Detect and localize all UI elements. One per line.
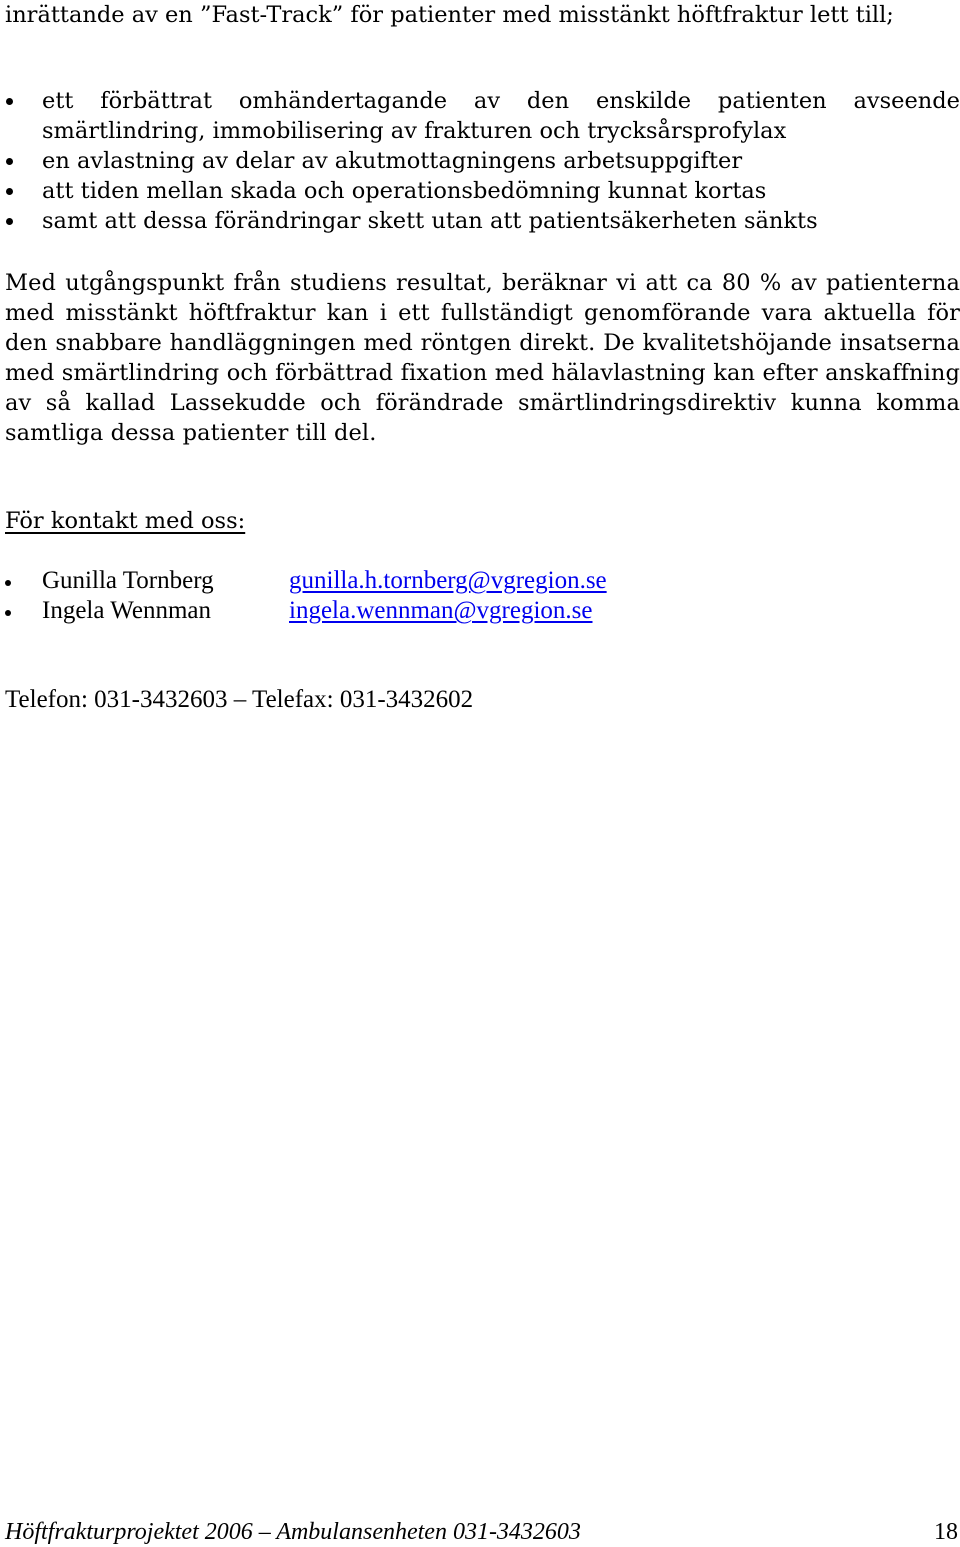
list-item <box>0 146 960 176</box>
list-item <box>0 206 960 236</box>
contact-heading: För kontakt med oss: <box>5 508 246 534</box>
page-footer <box>0 1517 960 1547</box>
outcomes-list <box>0 86 960 236</box>
contact-email-link[interactable]: gunilla.h.tornberg@vgregion.se <box>289 567 607 594</box>
contact-email-link[interactable]: ingela.wennman@vgregion.se <box>289 597 593 624</box>
bullet-icon <box>5 610 11 616</box>
bullet-icon <box>6 218 13 225</box>
list-item-text: samt att dessa förändringar skett utan att patientsäkerheten sänkts <box>42 208 818 234</box>
list-item <box>0 176 960 206</box>
contact-name: Gunilla Tornberg <box>42 567 214 594</box>
list-item <box>0 86 960 146</box>
bullet-icon <box>6 98 13 105</box>
list-item-text: en avlastning av delar av akutmottagningens arbetsuppgifter <box>42 148 743 174</box>
contact-name: Ingela Wennman <box>42 597 211 624</box>
page-number: 18 <box>934 1519 958 1545</box>
list-item-text: ett förbättrat omhändertagande av den enskilde patienten avseende smärtlindring, immobilisering av frakturen och trycksårsprofylax <box>42 88 960 144</box>
list-item-text: att tiden mellan skada och operationsbedömning kunnat kortas <box>42 178 767 204</box>
bullet-icon <box>6 158 13 165</box>
results-paragraph: Med utgångspunkt från studiens resultat, beräknar vi att ca 80 % av patienterna med misstänkt höftfraktur kan i ett fullständigt genomförande vara aktuella för den snabbare handläggningen med röntgen direkt. De kvalitetshöjande insatserna med smärtlindring och förbättrad fixation med hälavlastning kan efter anskaffning av så kallad Lassekudde och förändrade smärtlindringsdirektiv kunna komma samtliga dessa patienter till del. <box>5 270 960 446</box>
intro-text: inrättande av en ”Fast-Track” för patienter med misstänkt höftfraktur lett till; <box>5 2 894 28</box>
phone-fax-line: Telefon: 031-3432603 – Telefax: 031-3432602 <box>5 686 474 713</box>
bullet-icon <box>5 580 11 586</box>
footer-text: Höftfrakturprojektet 2006 – Ambulansenheten 031-3432603 <box>5 1519 581 1545</box>
bullet-icon <box>6 188 13 195</box>
